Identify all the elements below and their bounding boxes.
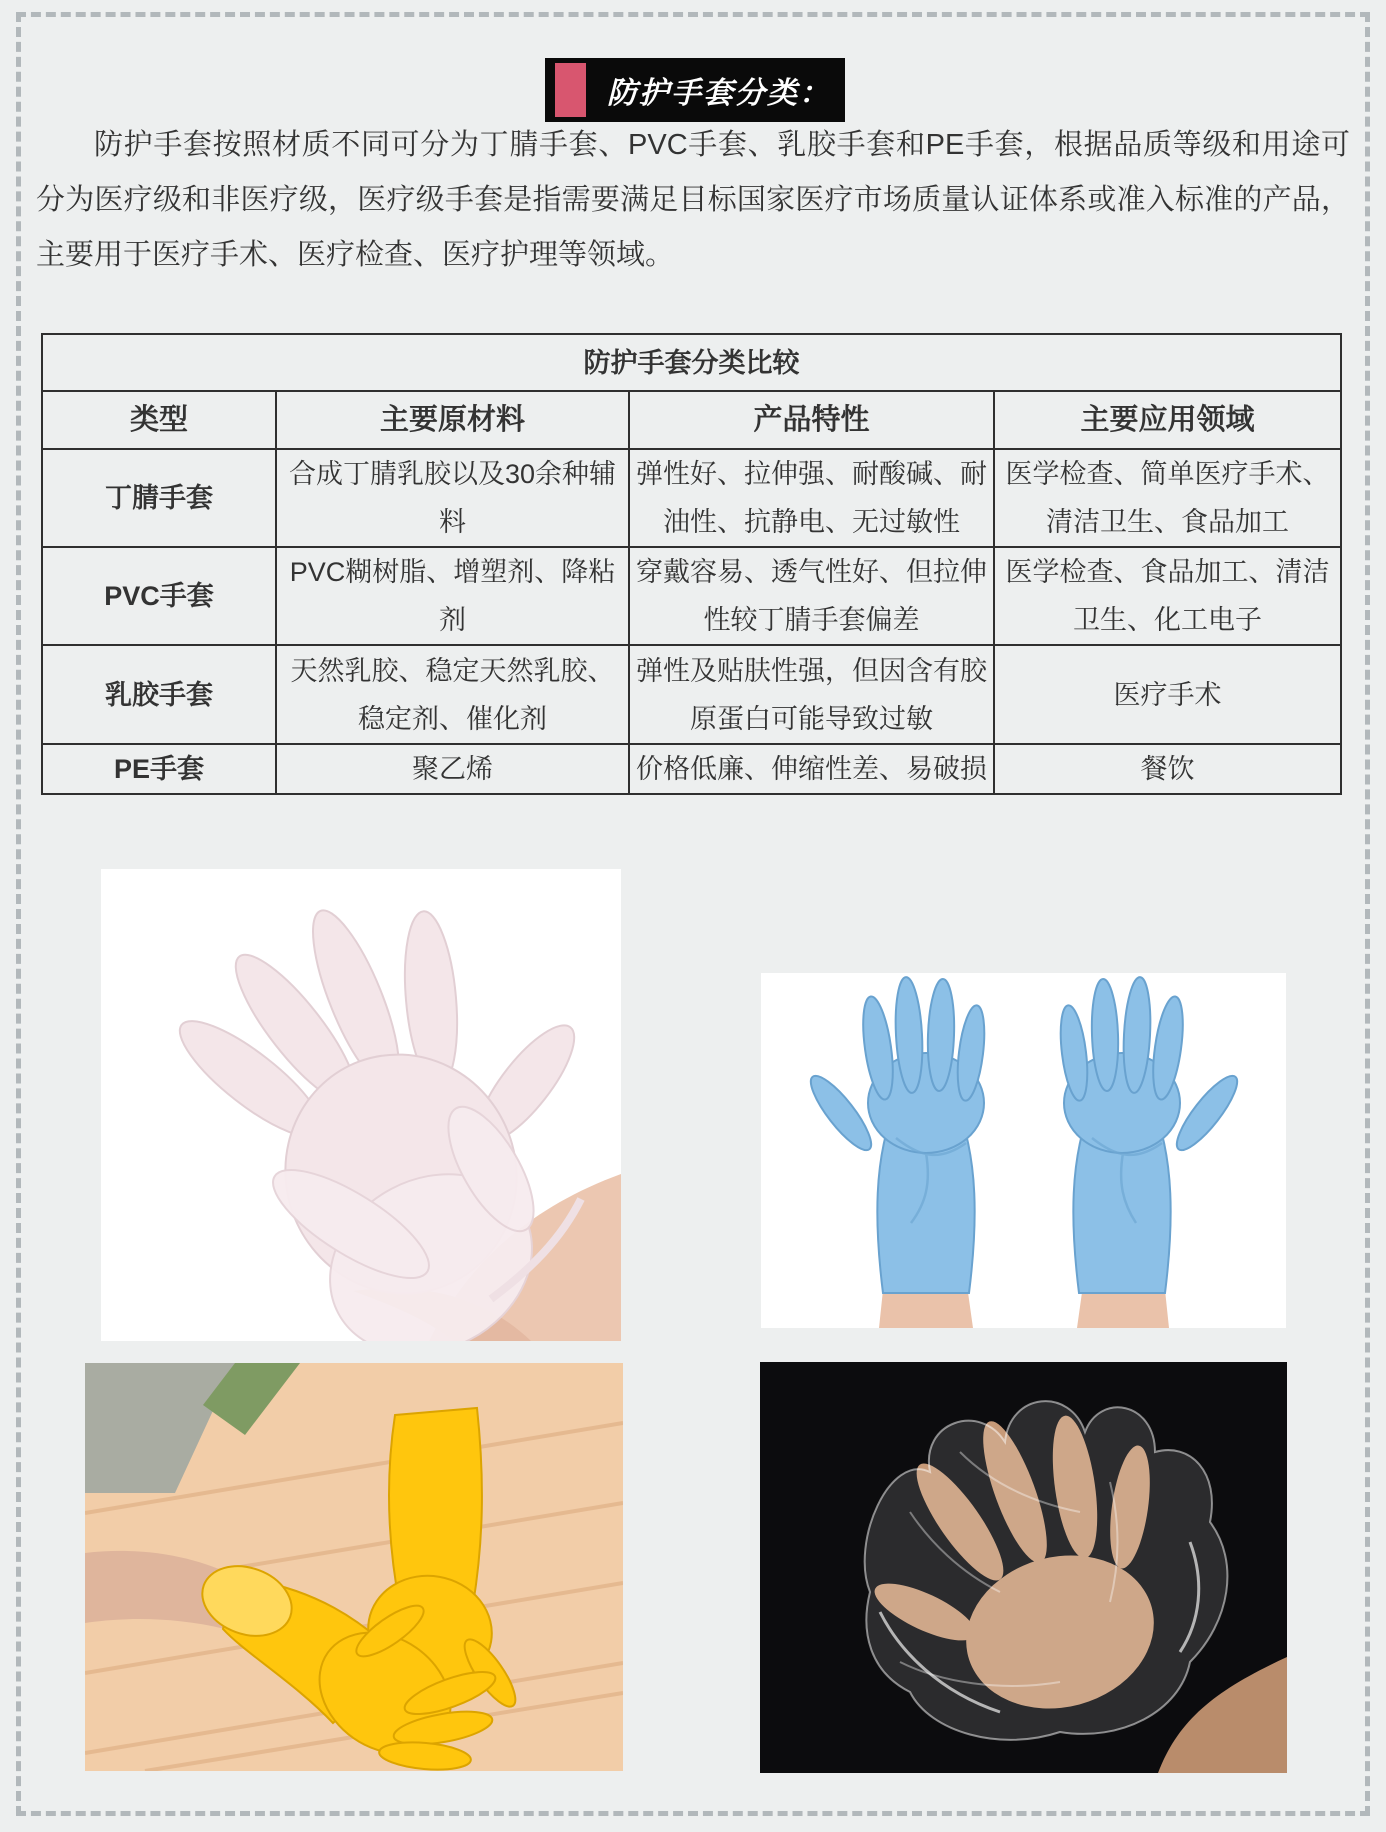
cell-type: 乳胶手套	[42, 645, 276, 744]
col-header-materials: 主要原材料	[276, 391, 629, 449]
cell-applications: 医疗手术	[994, 645, 1341, 744]
cell-features: 价格低廉、伸缩性差、易破损	[629, 744, 994, 794]
table-row	[42, 547, 1341, 645]
cell-materials: PVC糊树脂、增塑剂、降粘剂	[276, 547, 629, 645]
cell-type: PE手套	[42, 744, 276, 794]
table-title-row	[42, 334, 1341, 391]
pink-accent-square	[555, 63, 586, 117]
cell-features: 弹性好、拉伸强、耐酸碱、耐油性、抗静电、无过敏性	[629, 449, 994, 547]
latex-gloves-illustration	[85, 1363, 623, 1771]
cell-applications: 餐饮	[994, 744, 1341, 794]
section-title: 防护手套分类：	[607, 77, 831, 110]
cell-applications: 医学检查、食品加工、清洁卫生、化工电子	[994, 547, 1341, 645]
table-title: 防护手套分类比较	[42, 334, 1341, 391]
section-title-block	[545, 58, 845, 122]
glove-comparison-table	[41, 333, 1342, 795]
yellow-latex-gloves-photo	[85, 1363, 623, 1771]
table-row	[42, 645, 1341, 744]
pvc-gloves-illustration	[101, 869, 621, 1341]
pe-glove-illustration	[760, 1362, 1287, 1773]
col-header-features: 产品特性	[629, 391, 994, 449]
pvc-vinyl-gloves-photo	[101, 869, 621, 1341]
cell-applications: 医学检查、简单医疗手术、清洁卫生、食品加工	[994, 449, 1341, 547]
cell-type: PVC手套	[42, 547, 276, 645]
nitrile-gloves-illustration	[761, 973, 1286, 1328]
intro-paragraph: 防护手套按照材质不同可分为丁腈手套、PVC手套、乳胶手套和PE手套，根据品质等级和用途可分为医疗级和非医疗级，医疗级手套是指需要满足目标国家医疗市场质量认证体系或准入标准的产品，主要用于医疗手术、医疗检查、医疗护理等领域。	[36, 129, 1350, 271]
col-header-applications: 主要应用领域	[994, 391, 1341, 449]
blue-nitrile-gloves-photo	[761, 973, 1286, 1328]
col-header-type: 类型	[42, 391, 276, 449]
cell-features: 穿戴容易、透气性好、但拉伸性较丁腈手套偏差	[629, 547, 994, 645]
cell-features: 弹性及贴肤性强，但因含有胶原蛋白可能导致过敏	[629, 645, 994, 744]
cell-type: 丁腈手套	[42, 449, 276, 547]
table-row	[42, 744, 1341, 794]
table-row	[42, 449, 1341, 547]
table-header-row	[42, 391, 1341, 449]
cell-materials: 天然乳胶、稳定天然乳胶、稳定剂、催化剂	[276, 645, 629, 744]
clear-pe-glove-photo	[760, 1362, 1287, 1773]
cell-materials: 聚乙烯	[276, 744, 629, 794]
cell-materials: 合成丁腈乳胶以及30余种辅料	[276, 449, 629, 547]
